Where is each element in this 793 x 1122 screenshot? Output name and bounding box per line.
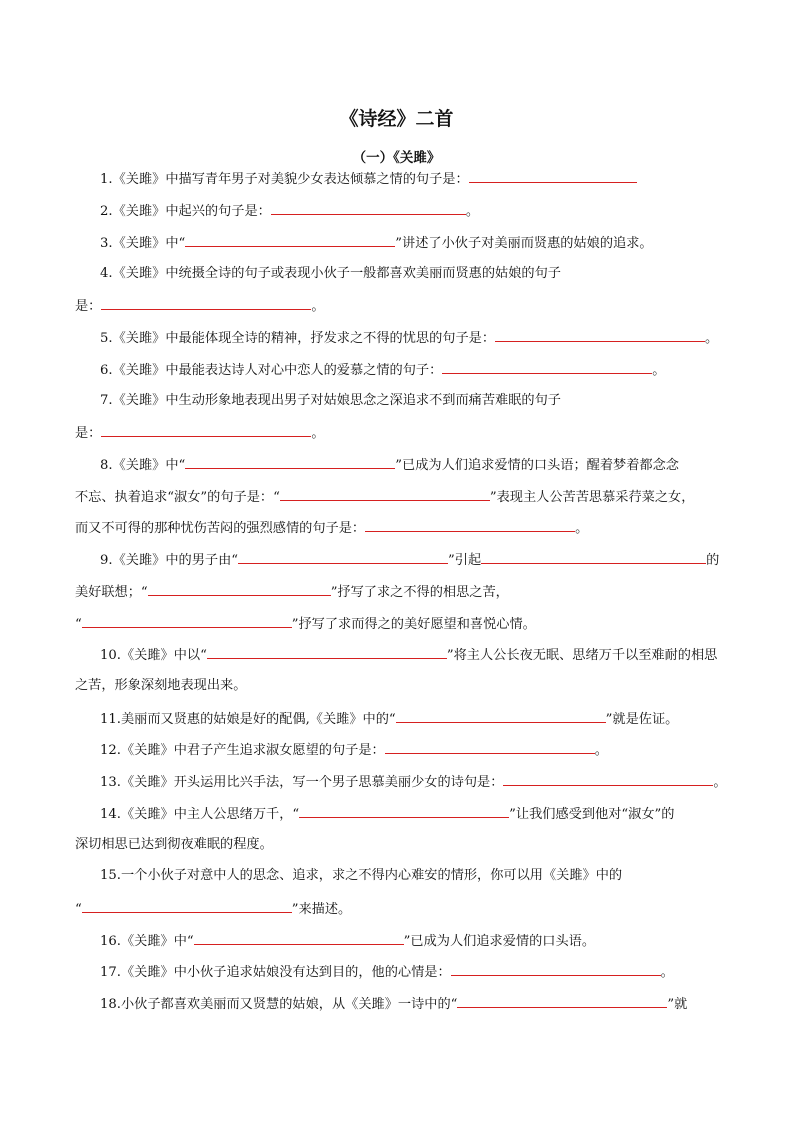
question-text: 10.《关雎》中以“ bbox=[100, 648, 207, 663]
question-text: 。 bbox=[713, 775, 727, 790]
question-text: ”已成为人们追求爱情的口头语。 bbox=[403, 934, 596, 949]
question-text: 15.一个小伙子对意中人的思念、追求，求之不得内心难安的情形，你可以用《关雎》中的 bbox=[100, 868, 623, 883]
question-line bbox=[75, 517, 588, 537]
question-text: ”已成为人们追求爱情的口头语；醒着梦着都念念 bbox=[395, 458, 679, 473]
question-line bbox=[100, 961, 674, 981]
question-line bbox=[75, 486, 694, 506]
question-text: 。 bbox=[311, 426, 325, 441]
answer-blank[interactable] bbox=[82, 898, 292, 913]
question-text: 。 bbox=[594, 743, 608, 758]
question-text: ”就是佐证。 bbox=[605, 712, 679, 727]
answer-blank[interactable] bbox=[82, 613, 292, 628]
question-text: 5.《关雎》中最能体现全诗的精神，抒发求之不得的忧思的句子是： bbox=[100, 331, 496, 346]
question-text: “ bbox=[75, 902, 82, 917]
question-line bbox=[75, 613, 536, 633]
answer-blank[interactable] bbox=[451, 961, 661, 976]
answer-blank[interactable] bbox=[442, 359, 652, 374]
document-title: 《诗经》二首 bbox=[339, 108, 454, 130]
answer-blank[interactable] bbox=[365, 517, 575, 532]
question-text: 不忘、执着追求“淑女”的句子是：“ bbox=[75, 490, 280, 505]
question-line bbox=[75, 898, 351, 918]
question-text: 深切相思已达到彻夜难眠的程度。 bbox=[75, 837, 273, 852]
question-line bbox=[100, 708, 678, 728]
question-text: 11.美丽而又贤惠的姑娘是好的配偶,《关雎》中的“ bbox=[100, 712, 396, 727]
question-line bbox=[100, 644, 717, 664]
question-text: 是： bbox=[75, 299, 102, 314]
answer-blank[interactable] bbox=[101, 422, 311, 437]
answer-blank[interactable] bbox=[385, 739, 595, 754]
answer-blank[interactable] bbox=[194, 930, 404, 945]
answer-blank[interactable] bbox=[299, 803, 509, 818]
question-line bbox=[100, 232, 653, 252]
answer-blank[interactable] bbox=[185, 232, 395, 247]
question-line bbox=[100, 739, 608, 759]
question-text: ”就 bbox=[667, 997, 688, 1012]
question-line bbox=[100, 264, 561, 284]
question-text: 。 bbox=[660, 965, 674, 980]
question-text: 16.《关雎》中“ bbox=[100, 934, 194, 949]
question-text: 8.《关雎》中“ bbox=[100, 458, 186, 473]
answer-blank[interactable] bbox=[396, 708, 606, 723]
answer-blank[interactable] bbox=[457, 993, 667, 1008]
question-text: 的 bbox=[706, 553, 720, 568]
question-text: 。 bbox=[705, 331, 719, 346]
question-text: ”将主人公长夜无眠、思绪万千以至难耐的相思 bbox=[446, 648, 718, 663]
question-line bbox=[100, 391, 561, 411]
question-line bbox=[100, 327, 718, 347]
question-line bbox=[75, 581, 509, 601]
answer-blank[interactable] bbox=[271, 200, 466, 215]
section-subtitle: （一）《关雎》 bbox=[352, 150, 441, 166]
question-line bbox=[75, 676, 246, 696]
question-text: ”让我们感受到他对“淑女”的 bbox=[509, 807, 675, 822]
question-line bbox=[100, 454, 679, 474]
question-text: 2.《关雎》中起兴的句子是： bbox=[100, 204, 271, 219]
answer-blank[interactable] bbox=[280, 486, 490, 501]
answer-blank[interactable] bbox=[495, 327, 705, 342]
answer-blank[interactable] bbox=[469, 168, 637, 183]
question-line bbox=[75, 422, 325, 442]
question-text: 13.《关雎》开头运用比兴手法，写一个男子思慕美丽少女的诗句是： bbox=[100, 775, 504, 790]
question-line bbox=[75, 295, 325, 315]
question-text: 。 bbox=[575, 521, 589, 536]
question-text: 。 bbox=[652, 363, 666, 378]
answer-blank[interactable] bbox=[503, 771, 713, 786]
question-text: ”抒写了求之不得的相思之苦， bbox=[330, 585, 509, 600]
question-line bbox=[100, 993, 687, 1013]
question-text: ”来描述。 bbox=[291, 902, 352, 917]
question-text: 而又不可得的那种忧伤苦闷的强烈感情的句子是： bbox=[75, 521, 366, 536]
answer-blank[interactable] bbox=[185, 454, 395, 469]
question-text: 14.《关雎》中主人公思绪万千，“ bbox=[100, 807, 300, 822]
question-text: 。 bbox=[465, 204, 480, 219]
question-text: “ bbox=[75, 617, 82, 632]
question-text: ”抒写了求而得之的美好愿望和喜悦心情。 bbox=[291, 617, 536, 632]
answer-blank[interactable] bbox=[481, 549, 706, 564]
question-line bbox=[100, 359, 665, 379]
question-text: 之苦，形象深刻地表现出来。 bbox=[75, 678, 247, 693]
question-line bbox=[75, 835, 273, 855]
question-text: 6.《关雎》中最能表达诗人对心中恋人的爱慕之情的句子： bbox=[100, 363, 443, 378]
question-line bbox=[100, 866, 622, 886]
question-text: ”表现主人公苦苦思慕采荇菜之女， bbox=[489, 490, 695, 505]
question-text: 3.《关雎》中“ bbox=[100, 236, 186, 251]
question-line bbox=[100, 549, 719, 569]
question-line bbox=[100, 930, 595, 950]
question-text: ”引起 bbox=[448, 553, 482, 568]
question-text: 17.《关雎》中小伙子追求姑娘没有达到目的，他的心情是： bbox=[100, 965, 451, 980]
question-text: 美好联想；“ bbox=[75, 585, 148, 600]
answer-blank[interactable] bbox=[101, 295, 311, 310]
question-text: 9.《关雎》中的男子由“ bbox=[100, 553, 239, 568]
question-line bbox=[100, 803, 674, 823]
question-text: 。 bbox=[311, 299, 325, 314]
question-text: 18.小伙子都喜欢美丽而又贤慧的姑娘，从《关雎》一诗中的“ bbox=[100, 997, 458, 1012]
question-text: 7.《关雎》中生动形象地表现出男子对姑娘思念之深追求不到而痛苦难眠的句子 bbox=[100, 393, 561, 408]
question-line bbox=[100, 168, 637, 188]
answer-blank[interactable] bbox=[207, 644, 447, 659]
answer-blank[interactable] bbox=[238, 549, 448, 564]
question-text: 4.《关雎》中统摄全诗的句子或表现小伙子一般都喜欢美丽而贤惠的姑娘的句子 bbox=[100, 266, 561, 281]
question-line bbox=[100, 771, 727, 791]
answer-blank[interactable] bbox=[148, 581, 331, 596]
question-text: 1.《关雎》中描写青年男子对美貌少女表达倾慕之情的句子是： bbox=[100, 172, 469, 187]
question-text: 12.《关雎》中君子产生追求淑女愿望的句子是： bbox=[100, 743, 385, 758]
question-text: 是： bbox=[75, 426, 102, 441]
question-text: ”讲述了小伙子对美丽而贤惠的姑娘的追求。 bbox=[395, 236, 653, 251]
question-line bbox=[100, 200, 479, 220]
